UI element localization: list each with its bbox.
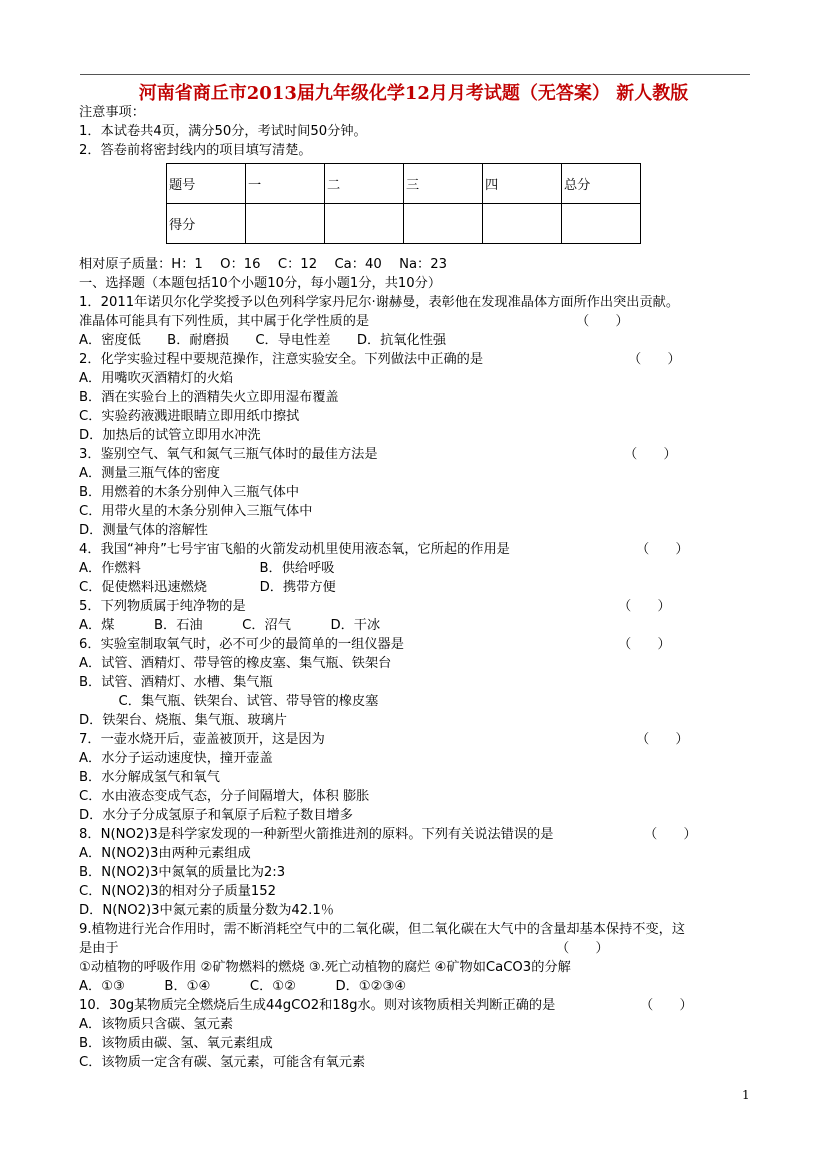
answer-bracket[interactable]: （ ） bbox=[636, 732, 689, 747]
atomic-mass-line: 相对原子质量：H：1 O：16 C：12 Ca：40 Na：23 bbox=[79, 257, 448, 272]
question-line: 1．2011年诺贝尔化学奖授予以色列科学家丹尼尔·谢赫曼，表彰他在发现准晶体方面所作出突出贡献。 bbox=[79, 295, 680, 310]
option-line: A．①③ B．①④ C．①② D．①②③④ bbox=[79, 979, 407, 994]
question-line: 9.植物进行光合作用时，需不断消耗空气中的二氧化碳，但二氧化碳在大气中的含量却基本保持不变，这 bbox=[79, 922, 686, 937]
question-line: 10．30g某物质完全燃烧后生成44gCO2和18g水。则对该物质相关判断正确的是 bbox=[79, 998, 556, 1013]
option-line: A．密度低 B．耐磨损 C．导电性差 D．抗氧化性强 bbox=[79, 333, 447, 348]
option-line: B．酒在实验台上的酒精失火立即用湿布覆盖 bbox=[79, 390, 339, 405]
score-cell[interactable] bbox=[325, 204, 404, 244]
table-header-cell: 总分 bbox=[562, 164, 641, 204]
option-line: D．加热后的试管立即用水冲洗 bbox=[79, 428, 261, 443]
question-line: 4．我国“神舟”七号宇宙飞船的火箭发动机里使用液态氧，它所起的作用是 bbox=[79, 542, 510, 557]
score-cell[interactable] bbox=[404, 204, 483, 244]
answer-bracket[interactable]: （ ） bbox=[624, 447, 677, 462]
note-item: 1．本试卷共4页，满分50分，考试时间50分钟。 bbox=[79, 124, 367, 139]
score-cell[interactable] bbox=[246, 204, 325, 244]
answer-bracket[interactable]: （ ） bbox=[556, 941, 609, 956]
option-line: D．铁架台、烧瓶、集气瓶、玻璃片 bbox=[79, 713, 287, 728]
question-line: 2．化学实验过程中要规范操作，注意实验安全。下列做法中正确的是 bbox=[79, 352, 484, 367]
page-title: 河南省商丘市2013届九年级化学12月月考试题（无答案） 新人教版 bbox=[138, 83, 689, 104]
header-rule bbox=[80, 74, 750, 75]
table-header-cell: 三 bbox=[404, 164, 483, 204]
option-line: B．该物质由碳、氢、氧元素组成 bbox=[79, 1036, 273, 1051]
option-line: B．试管、酒精灯、水槽、集气瓶 bbox=[79, 675, 273, 690]
answer-bracket[interactable]: （ ） bbox=[644, 827, 697, 842]
option-line: C．该物质一定含有碳、氢元素，可能含有氧元素 bbox=[79, 1055, 366, 1070]
option-line: B．水分解成氢气和氧气 bbox=[79, 770, 220, 785]
option-line: B．用燃着的木条分别伸入三瓶气体中 bbox=[79, 485, 300, 500]
question-line: 6．实验室制取氧气时，必不可少的最简单的一组仪器是 bbox=[79, 637, 404, 652]
score-cell[interactable] bbox=[483, 204, 562, 244]
answer-bracket[interactable]: （ ） bbox=[640, 998, 693, 1013]
table-row bbox=[167, 204, 641, 244]
page-number: 1 bbox=[742, 1088, 750, 1102]
note-item: 2．答卷前将密封线内的项目填写清楚。 bbox=[79, 143, 312, 158]
option-line: A．试管、酒精灯、带导管的橡皮塞、集气瓶、铁架台 bbox=[79, 656, 392, 671]
option-line: A．煤 B．石油 C．沼气 D．干冰 bbox=[79, 618, 381, 633]
option-line: A．N(NO2)3由两种元素组成 bbox=[79, 846, 251, 861]
table-header-cell: 二 bbox=[325, 164, 404, 204]
question-line: 3．鉴别空气、氧气和氮气三瓶气体时的最佳方法是 bbox=[79, 447, 378, 462]
answer-bracket[interactable]: （ ） bbox=[618, 637, 671, 652]
score-cell[interactable] bbox=[562, 204, 641, 244]
option-line: C．用带火星的木条分别伸入三瓶气体中 bbox=[79, 504, 313, 519]
question-line: 8．N(NO2)3是科学家发现的一种新型火箭推进剂的原料。下列有关说法错误的是 bbox=[79, 827, 554, 842]
option-line: C．N(NO2)3的相对分子质量152 bbox=[79, 884, 277, 899]
question-line: 7．一壶水烧开后，壶盖被顶开，这是因为 bbox=[79, 732, 325, 747]
option-line: D．水分子分成氢原子和氧原子后粒子数目增多 bbox=[79, 808, 353, 823]
notes-heading: 注意事项： bbox=[79, 105, 145, 120]
option-line: A．该物质只含碳、氢元素 bbox=[79, 1017, 234, 1032]
option-line: C．促使燃料迅速燃烧 D．携带方便 bbox=[79, 580, 336, 595]
score-table bbox=[166, 163, 641, 244]
table-header-cell: 题号 bbox=[167, 164, 246, 204]
option-line: A．测量三瓶气体的密度 bbox=[79, 466, 220, 481]
option-line: A．用嘴吹灭酒精灯的火焰 bbox=[79, 371, 234, 386]
option-line: C．集气瓶、铁架台、试管、带导管的橡皮塞 bbox=[79, 694, 379, 709]
answer-bracket[interactable]: （ ） bbox=[636, 542, 689, 557]
question-line: 是由于 bbox=[79, 941, 119, 956]
option-line: B．N(NO2)3中氮氧的质量比为2:3 bbox=[79, 865, 286, 880]
table-row bbox=[167, 164, 641, 204]
answer-bracket[interactable]: （ ） bbox=[618, 599, 671, 614]
option-line: D．测量气体的溶解性 bbox=[79, 523, 208, 538]
table-row-label: 得分 bbox=[167, 204, 246, 244]
table-header-cell: 四 bbox=[483, 164, 562, 204]
question-line: 准晶体可能具有下列性质，其中属于化学性质的是 bbox=[79, 314, 370, 329]
option-line: A．作燃料 B．供给呼吸 bbox=[79, 561, 335, 576]
option-line: A．水分子运动速度快，撞开壶盖 bbox=[79, 751, 273, 766]
section-heading: 一、选择题（本题包括10个小题10分，每小题1分，共10分） bbox=[79, 276, 442, 291]
answer-bracket[interactable]: （ ） bbox=[576, 314, 629, 329]
option-line: C．实验药液溅进眼睛立即用纸巾擦拭 bbox=[79, 409, 300, 424]
option-line: D．N(NO2)3中氮元素的质量分数为42.1％ bbox=[79, 903, 334, 918]
question-line: ①动植物的呼吸作用 ②矿物燃料的燃烧 ③.死亡动植物的腐烂 ④矿物如CaCO3的分解 bbox=[79, 960, 571, 975]
table-header-cell: 一 bbox=[246, 164, 325, 204]
answer-bracket[interactable]: （ ） bbox=[628, 352, 681, 367]
question-line: 5．下列物质属于纯净物的是 bbox=[79, 599, 246, 614]
option-line: C．水由液态变成气态，分子间隔增大，体积 膨胀 bbox=[79, 789, 370, 804]
